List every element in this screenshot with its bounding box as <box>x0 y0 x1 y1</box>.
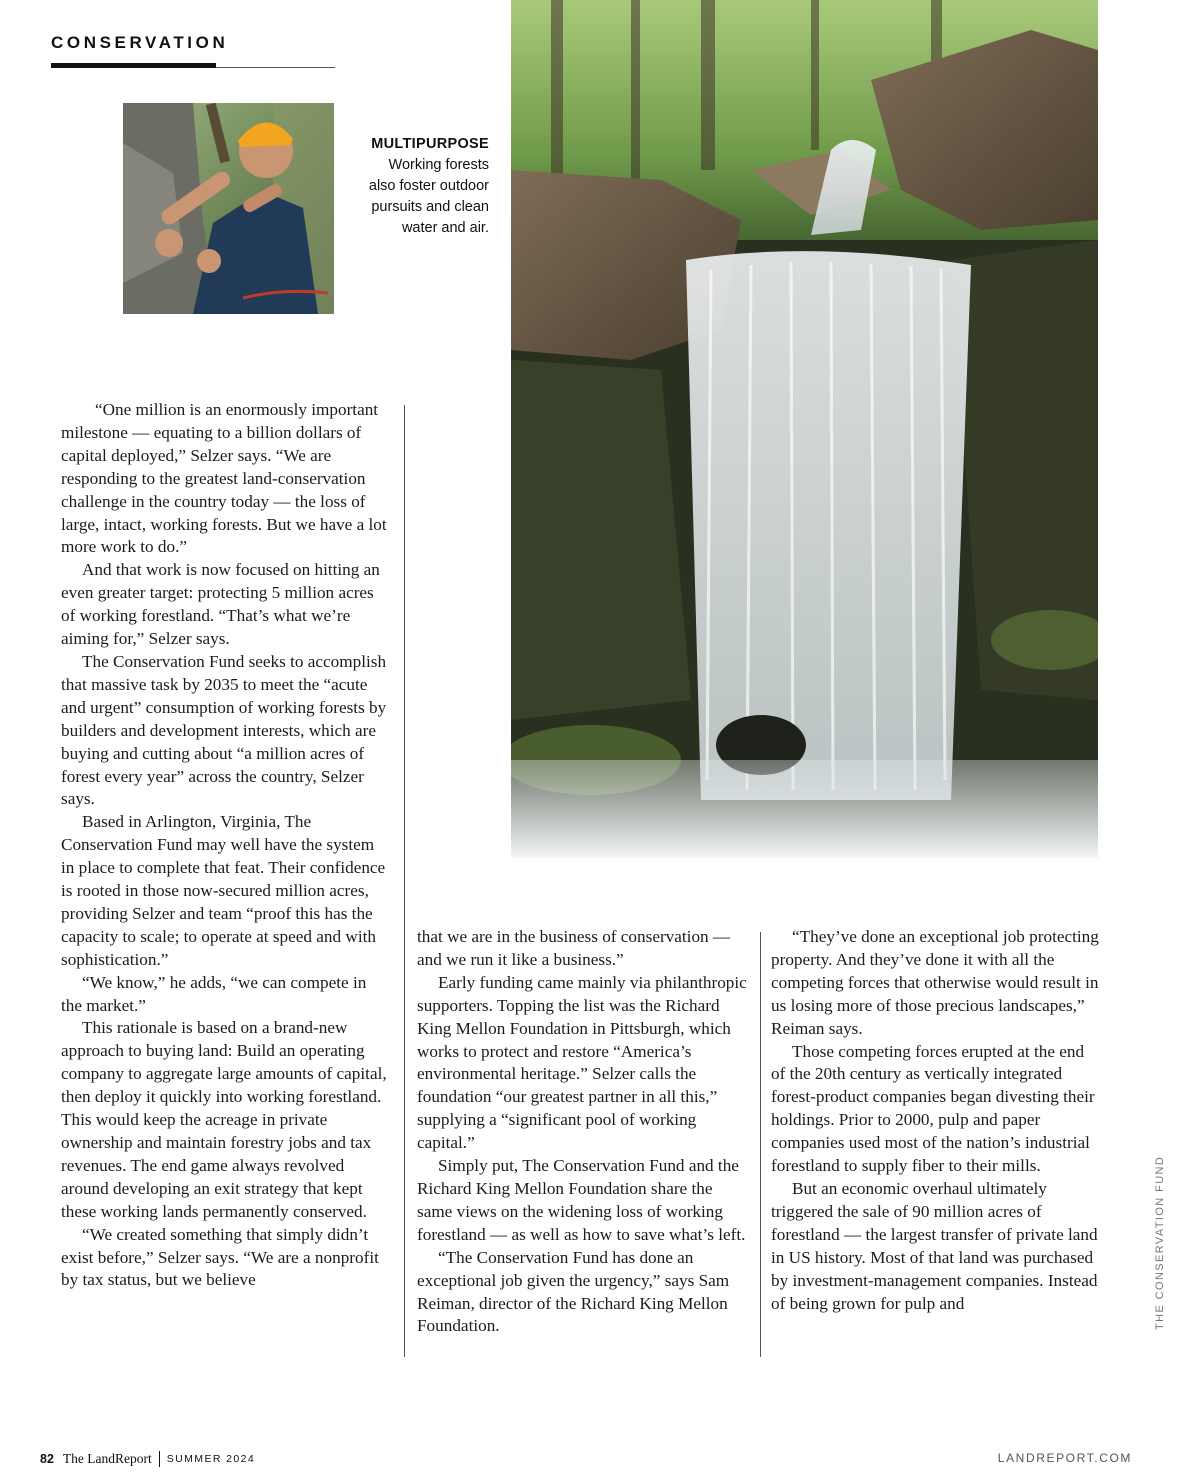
paragraph: that we are in the business of conservation — and we run it like a business.” <box>417 927 731 969</box>
paragraph: Simply put, The Conservation Fund and the Richard King Mellon Foundation share the same views on the widening loss of working forestland — as well as how to save what’s left. <box>417 1156 746 1244</box>
paragraph: “One million is an enormously important milestone — equating to a billion dollars of capital deployed,” Selzer says. “We are responding to the greatest land-conservation challenge in the country today — the loss of large, intact, working forests. But we have a lot more work to do.” <box>61 400 387 557</box>
column-rule <box>404 405 405 1357</box>
caption-title: MULTIPURPOSE <box>371 136 489 152</box>
caption-line: Working forests <box>388 157 489 173</box>
section-rule-thick <box>51 63 216 68</box>
article-column-3 <box>771 926 1101 1315</box>
footer-divider <box>159 1451 160 1467</box>
waterfall-illustration <box>511 0 1098 858</box>
paragraph: The Conservation Fund seeks to accomplish that massive task by 2035 to meet the “acute and urgent” consumption of working forests by builders and development interests, which are buying and cutting about “a million acres of forest every year” across the country, Selzer says. <box>61 651 387 809</box>
website-url[interactable]: LANDREPORT.COM <box>997 1451 1132 1465</box>
paragraph: Based in Arlington, Virginia, The Conservation Fund may well have the system in place to complete that feat. Their confidence is rooted in those now-secured million acres, providing Selzer and team “proof this has the capacity to scale; to operate at speed and with sophistication.” <box>61 812 386 969</box>
photo-credit: THE CONSERVATION FUND <box>1154 1155 1166 1330</box>
issue-date: SUMMER 2024 <box>166 1453 256 1465</box>
climber-photo <box>123 103 334 314</box>
section-label: CONSERVATION <box>51 33 229 52</box>
page-number: 82 <box>40 1452 54 1466</box>
footer-folio <box>40 1451 255 1467</box>
caption-line: water and air. <box>401 220 489 236</box>
paragraph: Those competing forces erupted at the end of the 20th century as vertically integrated forest-product companies began divesting their holdings. Prior to 2000, pulp and paper companies used most of the nation’s industrial forestland to supply fiber to their mills. <box>771 1041 1095 1176</box>
paragraph: “We know,” he adds, “we can compete in the market.” <box>61 972 367 1015</box>
paragraph: “The Conservation Fund has done an exceptional job given the urgency,” says Sam Reiman, director of the Richard King Mellon Foundation. <box>417 1247 730 1336</box>
publication-name: The LandReport <box>62 1451 152 1466</box>
paragraph: Early funding came mainly via philanthropic supporters. Topping the list was the Richard King Mellon Foundation in Pittsburgh, which works to protect and restore “America’s environmental heritage.” Selzer calls the foundation “our greatest partner in all this,” supplying a “significant pool of working capital.” <box>417 972 747 1153</box>
climber-illustration <box>123 103 334 314</box>
caption-line: also foster outdoor <box>368 178 489 194</box>
waterfall-photo <box>511 0 1098 858</box>
photo-caption <box>329 134 489 239</box>
paragraph: “We created something that simply didn’t exist before,” Selzer says. “We are a nonprofit by tax status, but we believe <box>61 1224 379 1290</box>
caption-line: pursuits and clean <box>371 199 489 215</box>
article-column-1 <box>61 399 391 1292</box>
article-column-2 <box>417 926 747 1338</box>
paragraph: But an economic overhaul ultimately triggered the sale of 90 million acres of forestland — the largest transfer of private land in US history. Most of that land was purchased by investment-management companies. Instead of being grown for pulp and <box>771 1178 1098 1313</box>
section-rule-thin <box>216 67 335 68</box>
column-rule <box>760 932 761 1357</box>
paragraph: “They’ve done an exceptional job protecting property. And they’ve done it with all the competing forces that otherwise would result in us losing more of those precious landscapes,” Reiman says. <box>771 927 1099 1038</box>
paragraph: This rationale is based on a brand-new approach to buying land: Build an operating company to aggregate large amounts of capital, then deploy it quickly into working forestland. This would keep the acreage in private ownership and maintain forestry jobs and tax revenues. The end game always revolved around developing an exit strategy that kept these working lands permanently conserved. <box>61 1018 387 1221</box>
paragraph: And that work is now focused on hitting an even greater target: protecting 5 million acres of working forestland. “That’s what we’re aiming for,” Selzer says. <box>61 560 380 649</box>
